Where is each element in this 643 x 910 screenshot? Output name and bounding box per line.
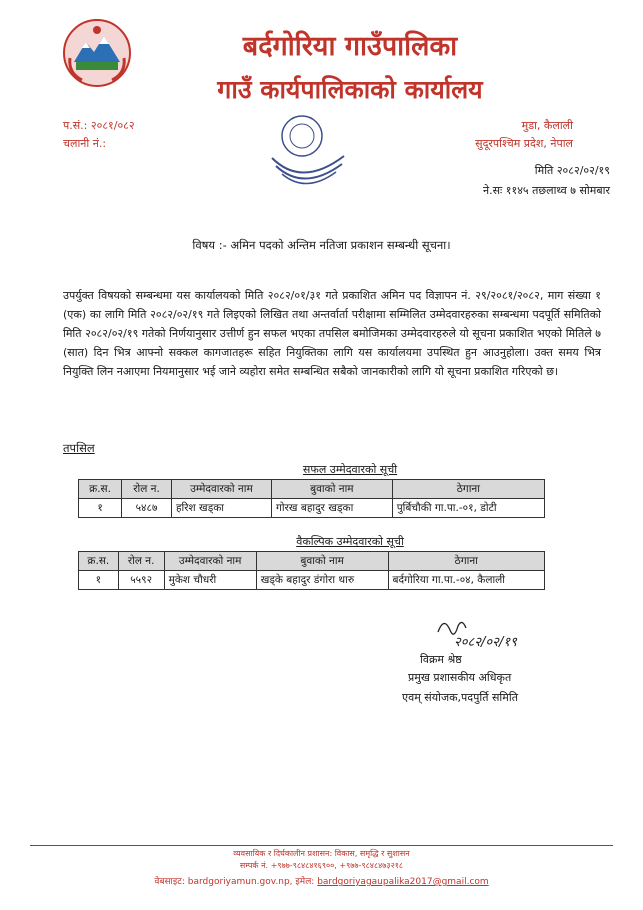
municipality-name: बर्दगोरिया गाउँपालिका [242,31,458,62]
table-cell: १ [79,499,122,518]
table-cell: ५५९२ [118,571,164,590]
table-header-row [79,552,545,571]
table-header-row [79,480,545,499]
municipality-emblem [62,18,132,88]
footer-divider [30,845,613,846]
column-header: बुवाको नाम [271,480,392,499]
column-header: रोल न. [122,480,172,499]
table-cell: ५४८७ [122,499,172,518]
email-label: इमेल: [295,877,315,887]
footer-web-email [0,874,643,887]
column-header: ठेगाना [388,552,544,571]
table-cell: १ [79,571,119,590]
footer-contact: सम्पर्क नं. +९७७-९८४८४१६९००, +९७७-९८४८४७३२१८ [239,861,404,870]
successful-candidates-table [78,479,545,518]
notice-body: उपर्युक्त विषयको सम्बन्धमा यस कार्यालयको मिति २०८२/०१/३१ गते प्रकाशित अमिन पद विज्ञापन नं. २९/२०८१/२०८२, माग संख्या १ (एक) का लागि मिति २०८२/०२/१९ गते लिइएको लिखित तथा अन्तर्वार्ता परीक्षामा सम्मिलित उम्मेदवारहरुका सम्बन्धमा पदपूर्ति समितिको मिति २०८२/०२/१९ गतेको निर्णयानुसार उत्तीर्ण हुन सफल भएका तपसिल बमोजिमका उम्मेदवारहरुले यो सूचना प्रकाशित भएको मितिले ७ (सात) दिन भित्र आफ्नो सक्कल कागजातहरू सहित नियुक्तिका लागि यस कार्यालयमा उपस्थित हुन आउनुहोला। उक्त समय भित्र नियुक्ति लिन नआएमा नियमानुसार भई जाने व्यहोरा समेत सम्बन्धित सबैको जानकारीको लागि यो सूचना प्रकाशित गरिएको छ। [63,289,601,378]
notice-subject: विषय :- अमिन पदको अन्तिम नतिजा प्रकाशन सम्बन्धी सूचना। [192,238,451,252]
table-cell: हरिश खड्का [171,499,271,518]
column-header: बुवाको नाम [256,552,388,571]
column-header: उम्मेदवारको नाम [164,552,256,571]
table-cell: मुकेश चौधरी [164,571,256,590]
table-cell: पुर्बिचौकी गा.पा.-०१, डोटी [392,499,544,518]
email-link[interactable]: bardgoriyagaupalika2017@gmail.com [317,877,489,887]
table-row [79,571,545,590]
office-stamp [262,108,352,190]
column-header: रोल न. [118,552,164,571]
table-row [79,499,545,518]
reference-number: प.सं.: २०८१/०८२ [63,119,135,132]
alternate-candidates-table [78,551,545,590]
date-nepal-sambat: ने.सः ११४५ तछलाथ्व ७ सोमबार [483,184,610,197]
footer-motto: व्यवसायिक र दिर्घकालीन प्रशासन: विकास, समृद्धि र सुशासन [233,849,410,858]
signatory-name: विक्रम श्रेष्ठ [420,653,462,666]
handwritten-signature [432,612,532,652]
successful-candidates-caption: सफल उम्मेदवारको सूची [302,463,398,476]
signatory-designation: प्रमुख प्रशासकीय अधिकृत [408,671,512,684]
website-link[interactable]: bardgoriyamun.gov.np, [187,877,293,887]
date-bs: मिति २०८२/०२/१९ [534,164,610,177]
table-cell: गोरख बहादुर खड्का [271,499,392,518]
table-cell: बर्दगोरिया गा.पा.-०४, कैलाली [388,571,544,590]
office-name: गाउँ कार्यपालिकाको कार्यालय [217,75,483,104]
address-line-2: सुदूरपश्चिम प्रदेश, नेपाल [475,137,573,150]
column-header: ठेगाना [392,480,544,499]
alternate-candidates-caption: वैकल्पिक उम्मेदवारको सूची [296,535,404,548]
column-header: क्र.स. [79,480,122,499]
annex-label: तपसिल [63,441,95,455]
table-cell: खड्के बहादुर डंगोरा थारु [256,571,388,590]
address-line-1: मुडा, कैलाली [521,119,573,132]
column-header: क्र.स. [79,552,119,571]
column-header: उम्मेदवारको नाम [171,480,271,499]
signatory-role: एवम् संयोजक,पदपुर्ति समिति [402,691,518,704]
dispatch-number: चलानी नं.: [63,137,107,150]
website-label: वेबसाइट: [154,877,185,887]
signature-date: २०८२/०२/१९ [454,635,517,650]
